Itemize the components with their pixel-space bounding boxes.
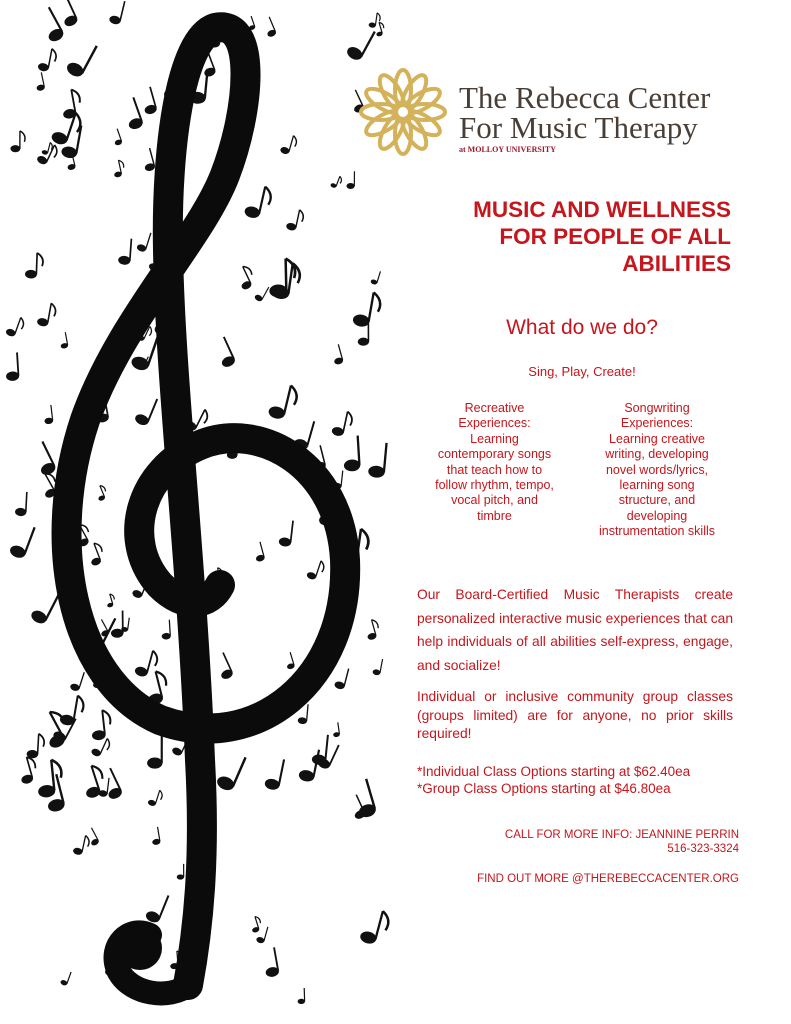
- individual-pricing: *Individual Class Options starting at $62.40ea: [417, 764, 691, 779]
- music-note-icon: [262, 947, 280, 978]
- description-paragraph: Our Board-Certified Music Therapists create personalized interactive music experiences that can help individuals of all abilities self-express, engage, and socialize!: [417, 587, 733, 673]
- music-note-icon: [85, 541, 106, 566]
- text-line: timbre: [477, 508, 512, 523]
- music-note-icon: [147, 735, 162, 768]
- music-note-icon: [5, 314, 26, 339]
- group-pricing: *Group Class Options starting at $46.80ea: [417, 781, 671, 796]
- text-line: that teach how to: [446, 462, 543, 477]
- music-note-icon: [98, 777, 109, 798]
- music-note-icon: [261, 17, 277, 38]
- music-note-icon: [248, 915, 263, 933]
- logo-subtitle: at MOLLOY UNIVERSITY: [459, 145, 557, 154]
- music-note-icon: [280, 133, 299, 156]
- logo-title-line1: The Rebecca Center: [459, 80, 711, 115]
- music-note-icon: [43, 405, 54, 425]
- logo-title-line2: For Music Therapy: [459, 110, 698, 145]
- classes-paragraph: Individual or inclusive community group classes (groups limited) are for anyone, no prior skills required!: [417, 689, 733, 742]
- music-note-icon: [5, 352, 20, 381]
- music-note-icon: [36, 7, 66, 44]
- music-note-icon: [368, 441, 388, 478]
- music-note-icon: [368, 12, 381, 29]
- music-note-icon: [10, 131, 25, 152]
- music-note-icon: [144, 890, 169, 924]
- flower-mandala-icon: [355, 64, 451, 160]
- section-question: What do we do?: [506, 316, 658, 339]
- headline: [391, 196, 731, 277]
- music-note-icon: [35, 759, 64, 798]
- music-note-icon: [252, 542, 265, 563]
- clef-bottom-dot: [118, 926, 162, 970]
- text-line: writing, developing: [605, 447, 709, 462]
- music-note-icon: [36, 301, 56, 328]
- text-line: contemporary songs: [437, 447, 552, 462]
- text-line: learning song: [619, 478, 695, 493]
- music-note-icon: [254, 283, 269, 302]
- music-note-icon: [234, 264, 257, 291]
- music-note-icon: [350, 779, 377, 819]
- songwriting-experiences: [582, 401, 732, 540]
- music-note-icon: [359, 907, 391, 947]
- website-link[interactable]: FIND OUT MORE @THEREBECCACENTER.ORG: [477, 873, 739, 885]
- contact-info: [505, 828, 739, 856]
- headline-line: MUSIC AND WELLNESS: [473, 197, 731, 222]
- music-note-icon: [370, 270, 381, 286]
- music-note-icon: [330, 344, 344, 365]
- music-note-icon: [111, 129, 123, 147]
- music-note-icon: [161, 620, 171, 640]
- music-note-icon: [334, 666, 349, 690]
- music-note-icon: [16, 755, 40, 784]
- text-line: Learning creative: [609, 431, 705, 446]
- text-line: developing: [626, 508, 688, 523]
- music-note-icon: [8, 522, 35, 560]
- music-note-icon: [331, 409, 354, 438]
- tagline: Sing, Play, Create!: [528, 364, 636, 379]
- music-note-icon: [104, 593, 116, 608]
- music-note-icon: [264, 757, 285, 791]
- class-pricing: [417, 763, 690, 797]
- music-note-icon: [286, 208, 305, 233]
- music-note-icon: [37, 47, 57, 73]
- contact-name: CALL FOR MORE INFO: JEANNINE PERRIN: [504, 829, 739, 841]
- music-note-icon: [65, 38, 98, 79]
- recreative-experiences: [412, 401, 577, 524]
- text-line: Learning: [470, 431, 519, 446]
- music-note-icon: [30, 441, 58, 477]
- music-note-icon: [244, 183, 274, 221]
- music-note-icon: [29, 588, 59, 626]
- music-note-icon: [121, 97, 145, 131]
- text-line: Recreative: [464, 401, 525, 415]
- music-note-icon: [25, 252, 43, 278]
- music-note-icon: [59, 88, 83, 119]
- music-note-icon: [147, 788, 164, 808]
- music-note-icon: [342, 435, 360, 471]
- music-note-icon: [94, 484, 109, 501]
- text-line: Experiences:: [620, 416, 694, 431]
- music-note-icon: [363, 619, 381, 641]
- music-note-icon: [306, 558, 326, 582]
- music-note-icon: [72, 834, 90, 857]
- music-note-icon: [58, 332, 68, 349]
- treble-clef-artwork: [0, 0, 395, 1024]
- treble-clef-icon: [67, 27, 346, 993]
- rebecca-center-logo: [355, 64, 745, 160]
- music-note-icon: [36, 708, 74, 750]
- music-note-icon: [297, 988, 305, 1004]
- music-note-icon: [332, 722, 341, 737]
- music-note-icon: [134, 394, 158, 427]
- contact-phone: 516-323-3324: [667, 843, 739, 855]
- music-note-icon: [267, 382, 299, 422]
- music-note-icon: [118, 238, 132, 265]
- music-note-icon: [213, 652, 234, 680]
- music-note-icon: [177, 864, 184, 880]
- text-line: Experiences:: [458, 416, 531, 431]
- music-note-icon: [89, 709, 112, 740]
- headline-line: FOR PEOPLE OF ALL: [499, 224, 731, 249]
- music-note-icon: [60, 970, 72, 987]
- music-note-icon: [36, 141, 60, 168]
- music-note-icon: [139, 87, 158, 116]
- music-note-icon: [140, 148, 156, 172]
- music-note-icon: [346, 171, 354, 189]
- music-note-icon: [278, 519, 293, 547]
- headline-line: ABILITIES: [622, 251, 731, 276]
- music-note-icon: [26, 733, 44, 759]
- music-note-icon: [150, 827, 161, 846]
- text-line: vocal pitch, and: [451, 493, 538, 508]
- music-note-icon: [215, 751, 246, 793]
- music-note-icon: [136, 230, 151, 253]
- music-note-icon: [111, 159, 126, 178]
- music-note-icon: [108, 0, 125, 25]
- music-note-icon: [298, 747, 320, 783]
- text-line: novel words/lyrics,: [605, 462, 709, 477]
- music-note-icon: [352, 290, 382, 329]
- music-note-icon: [34, 72, 46, 91]
- music-note-icon: [69, 669, 84, 692]
- music-note-icon: [283, 652, 295, 670]
- text-line: follow rhythm, tempo,: [435, 478, 554, 493]
- music-note-icon: [41, 141, 53, 156]
- music-note-icon: [372, 658, 383, 676]
- music-note-icon: [212, 337, 236, 369]
- text-line: Songwriting: [624, 401, 690, 415]
- music-note-icon: [345, 24, 376, 62]
- text-line: instrumentation skills: [598, 524, 715, 539]
- music-note-icon: [15, 491, 28, 516]
- music-note-icon: [330, 174, 343, 189]
- text-line: structure, and: [618, 493, 696, 508]
